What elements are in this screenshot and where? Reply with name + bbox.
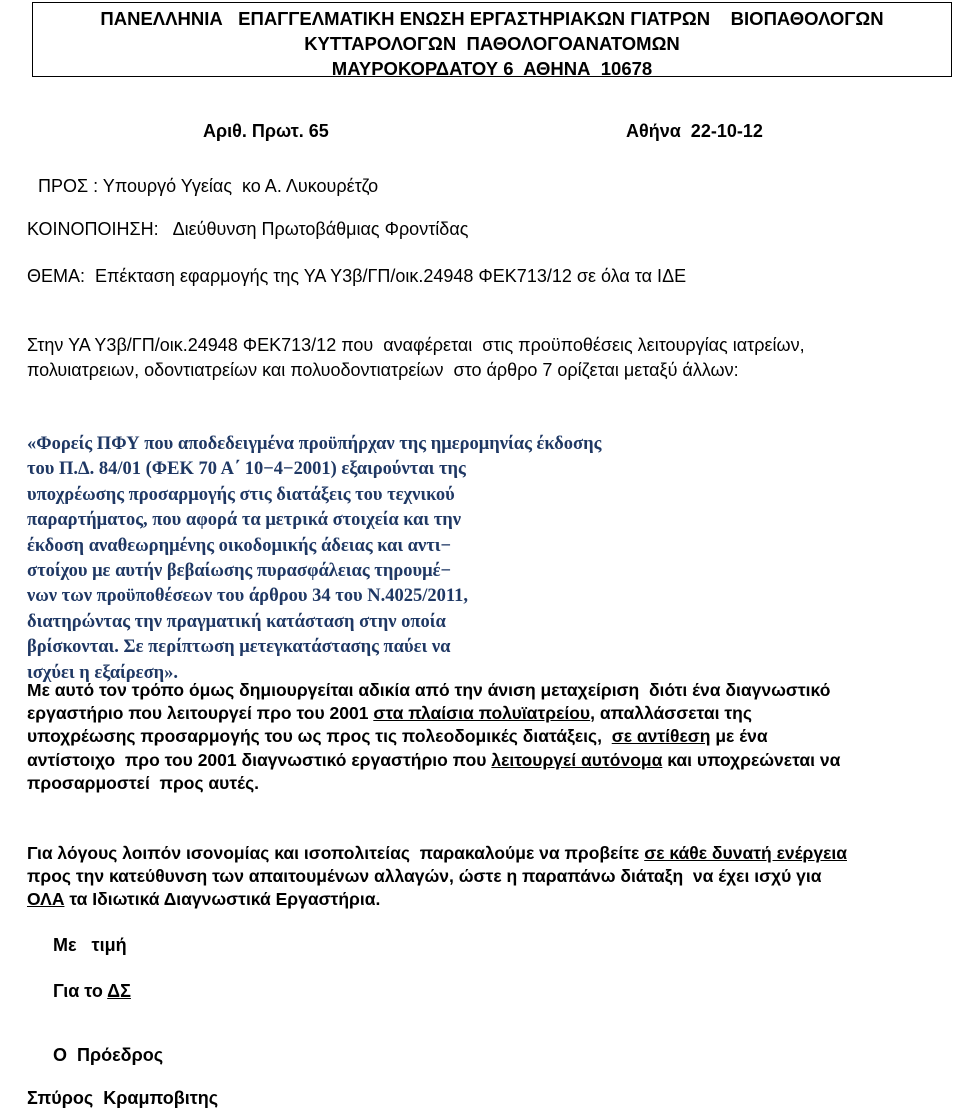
intro-line-2: πολυιατρειων, οδοντιατρείων και πολυοδοντιατρείων στο άρθρο 7 ορίζεται μεταξύ άλλων: <box>27 360 739 380</box>
signatory-role: Ο Πρόεδρος <box>53 1045 164 1065</box>
letterhead-line-2: ΚΥΤΤΑΡΟΛΟΓΩΝ ΠΑΘΟΛΟΓΟΑΝΑΤΟΜΩΝ <box>304 33 680 54</box>
para1-line-1: Με αυτό τον τρόπο όμως δημιουργείται αδικία από την άνιση μεταχείριση διότι ένα διαγνωστικό <box>27 680 831 700</box>
quote-line: στοίχου με αυτήν βεβαίωσης πυρασφάλειας τηρουμέ− <box>27 561 452 582</box>
underlined-phrase: λειτουργεί αυτόνομα <box>491 749 663 770</box>
para1-text: , απαλλάσσεται της <box>590 703 752 724</box>
paragraph-inequality <box>27 679 840 795</box>
letterhead-line-3: ΜΑΥΡΟΚΟΡΔΑΤΟΥ 6 ΑΘΗΝΑ 10678 <box>331 58 653 79</box>
para1-line-3 <box>27 725 840 748</box>
para1-text: εργαστήριο που λειτουργεί προ του 2001 <box>27 703 374 724</box>
cc-line: ΚΟΙΝΟΠΟΙΗΣΗ: Διεύθυνση Πρωτοβάθμιας Φροντίδας <box>27 219 469 239</box>
quote-line: διατηρώντας την πραγματική κατάσταση στην οποία <box>27 611 446 632</box>
quote-line: υποχρέωσης προσαρμογής στις διατάξεις του τεχνικού <box>27 484 455 505</box>
closing-for-board <box>53 981 131 1002</box>
signatory-name: Σπύρος Κραμποβιτης <box>27 1088 219 1108</box>
quote-line: έκδοση αναθεωρημένης οικοδομικής άδειας και αντι− <box>27 535 452 556</box>
para2-text: Για λόγους λοιπόν ισονομίας και ισοπολιτείας παρακαλούμε να προβείτε <box>27 843 645 863</box>
para1-text: και υποχρεώνεται να <box>662 749 841 770</box>
closing-regards: Με τιμή <box>53 935 127 955</box>
quote-line: του Π.Δ. 84/01 (ΦΕΚ 70 Α΄ 10−4−2001) εξαιρούνται της <box>27 459 466 480</box>
quoted-article-text <box>27 432 601 686</box>
closing-text: Για το <box>53 981 108 1001</box>
para1-line-2 <box>27 702 840 725</box>
quote-line: νων των προϋποθέσεων του άρθρου 34 του Ν.4025/2011, <box>27 586 468 607</box>
para1-text: αντίστοιχο προ του 2001 διαγνωστικό εργαστήριο που <box>27 749 492 770</box>
quote-line: παραρτήματος, που αφορά τα μετρικά στοιχεία και την <box>27 510 462 531</box>
quote-line: βρίσκονται. Σε περίπτωση μετεγκατάστασης παύει να <box>27 637 451 658</box>
protocol-number: Αριθ. Πρωτ. 65 <box>203 121 329 141</box>
underlined-phrase: σε κάθε δυνατή ενέργεια <box>644 843 847 863</box>
letterhead-box <box>32 2 952 77</box>
para1-text: υποχρέωσης προσαρμογής του ως προς τις πολεοδομικές διατάξεις, <box>27 726 612 747</box>
para2-line-3 <box>27 888 847 911</box>
underlined-phrase: στα πλαίσια πολυϊατρείου <box>373 703 591 724</box>
board-abbrev: ΔΣ <box>107 981 131 1001</box>
quote-line: «Φορείς ΠΦΥ που αποδεδειγμένα προϋπήρχαν της ημερομηνίας έκδοσης <box>27 434 602 454</box>
para1-text: με ένα <box>710 726 768 747</box>
underlined-phrase: σε αντίθεση <box>611 726 711 747</box>
underlined-phrase: ΟΛΑ <box>27 889 65 910</box>
para1-line-5: προσαρμοστεί προς αυτές. <box>27 772 260 793</box>
paragraph-request <box>27 842 847 912</box>
recipient-line: ΠΡΟΣ : Υπουργό Υγείας κο Α. Λυκουρέτζο <box>38 176 379 196</box>
subject-line: ΘΕΜΑ: Επέκταση εφαρμογής της ΥΑ Υ3β/ΓΠ/οικ.24948 ΦΕΚ713/12 σε όλα τα ΙΔΕ <box>27 266 687 286</box>
para1-line-4 <box>27 749 840 772</box>
letter-date: Αθήνα 22-10-12 <box>626 121 763 141</box>
para2-line-2: προς την κατεύθυνση των απαιτουμένων αλλαγών, ώστε η παραπάνω διάταξη να έχει ισχύ για <box>27 866 822 887</box>
para2-text: τα Ιδιωτικά Διαγνωστικά Εργαστήρια. <box>64 889 381 910</box>
para2-line-1 <box>27 842 847 865</box>
quote-line: ισχύει η εξαίρεση». <box>27 662 179 683</box>
letterhead-line-1: ΠΑΝΕΛΛΗΝΙΑ ΕΠΑΓΓΕΛΜΑΤΙΚΗ ΕΝΩΣΗ ΕΡΓΑΣΤΗΡΙΑΚΩΝ ΓΙΑΤΡΩΝ ΒΙΟΠΑΘΟΛΟΓΩΝ <box>100 8 884 29</box>
intro-line-1: Στην ΥΑ Υ3β/ΓΠ/οικ.24948 ΦΕΚ713/12 που αναφέρεται στις προϋποθέσεις λειτουργίας ιατρείων, <box>27 335 805 355</box>
